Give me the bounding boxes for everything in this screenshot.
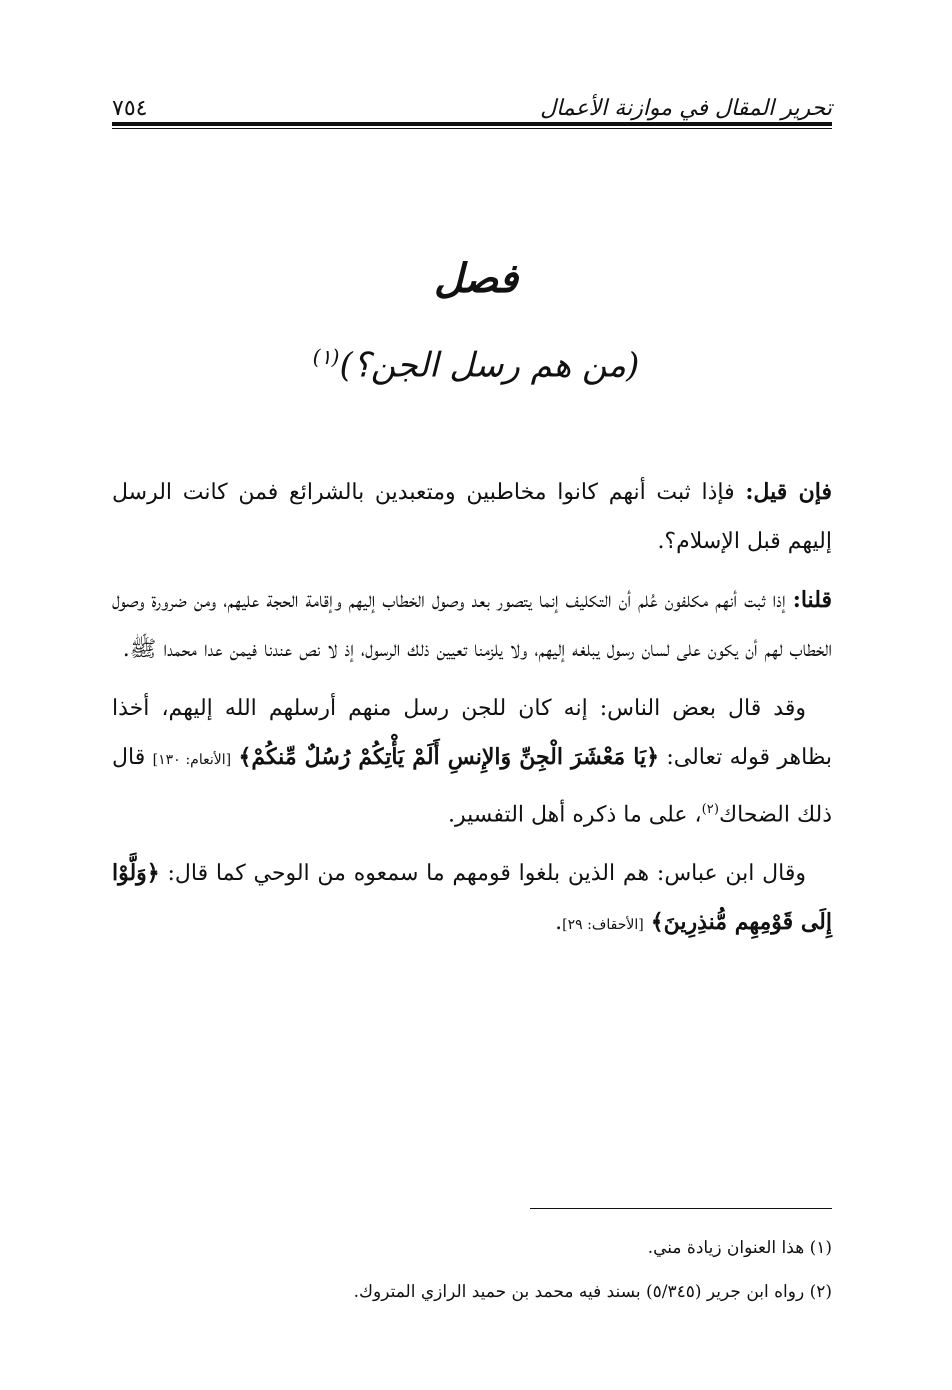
quran-verse: ﴿وَلَّوْا إِلَى قَوْمِهِم مُّنذِرِينَ﴾ — [112, 860, 832, 936]
footnote-separator — [530, 1208, 832, 1209]
footnote-ref-1[interactable]: (١) — [312, 345, 340, 369]
paragraph-lead: فإن قيل: — [745, 479, 832, 505]
footnotes — [112, 1226, 832, 1314]
section-subtitle-text: (من هم رسل الجن؟) — [339, 345, 640, 386]
verse-citation: [الأنعام: ١٣٠] — [152, 752, 232, 768]
paragraph-text: ، على ما ذكره أهل التفسير. — [448, 802, 702, 828]
paragraph-text: فإذا ثبت أنهم كانوا مخاطبين ومتعبدين بالشرائع فمن كانت الرسل إليهم قبل الإسلام؟. — [112, 480, 832, 554]
paragraph-opinion — [112, 684, 832, 839]
section-title: فصل — [433, 255, 519, 302]
header-rule-thick — [112, 122, 832, 126]
verse-citation: [الأحقاف: ٢٩] — [562, 917, 644, 934]
page-header — [112, 78, 832, 120]
paragraph-question — [112, 468, 832, 566]
body-text — [112, 468, 832, 960]
footnote-ref-2[interactable]: (٢) — [701, 802, 720, 817]
running-title: تحرير المقال في موازنة الأعمال — [540, 96, 832, 121]
paragraph-answer — [112, 576, 832, 674]
paragraph-lead: قلنا: — [792, 587, 832, 613]
paragraph-text: قال ذلك الضحاك — [112, 745, 832, 828]
page-number: ٧٥٤ — [112, 96, 148, 121]
paragraph-text: . — [555, 910, 563, 936]
header-rule-thin — [112, 128, 832, 129]
section-subtitle — [0, 345, 952, 385]
paragraph-text: وقال ابن عباس: هم الذين بلغوا قومهم ما سمعوه من الوحي كما قال: — [159, 861, 806, 887]
footnote-2: (٢) رواه ابن جرير (٥/٣٤٥) بسند فيه محمد بن حميد الرازي المتروك. — [353, 1282, 832, 1302]
footnote-1: (١) هذا العنوان زيادة مني. — [647, 1238, 832, 1258]
quran-verse: ﴿يَا مَعْشَرَ الْجِنِّ وَالإِنسِ أَلَمْ يَأْتِكُمْ رُسُلٌ مِّنكُمْ﴾ — [238, 744, 659, 770]
paragraph-ibn-abbas — [112, 849, 832, 950]
paragraph-text: إذا ثبت أنهم مكلفون عُلم أن التكليف إنما يتصور بعد وصول الخطاب إليهم وإقامة الحجة عليهم، ومن ضرورة وصول الخطاب لهم أن يكون على لسان رسول يبلغه إليهم، ولا يلزمنا تعيين ذلك الرسول، إذ لا نص عندنا فيمن عدا محمدا ﷺ. — [112, 588, 832, 662]
paragraph-text: وقد قال بعض الناس: إنه كان للجن رسل منهم أرسلهم الله إليهم، أخذا بظاهر قوله تعالى: — [112, 696, 833, 770]
